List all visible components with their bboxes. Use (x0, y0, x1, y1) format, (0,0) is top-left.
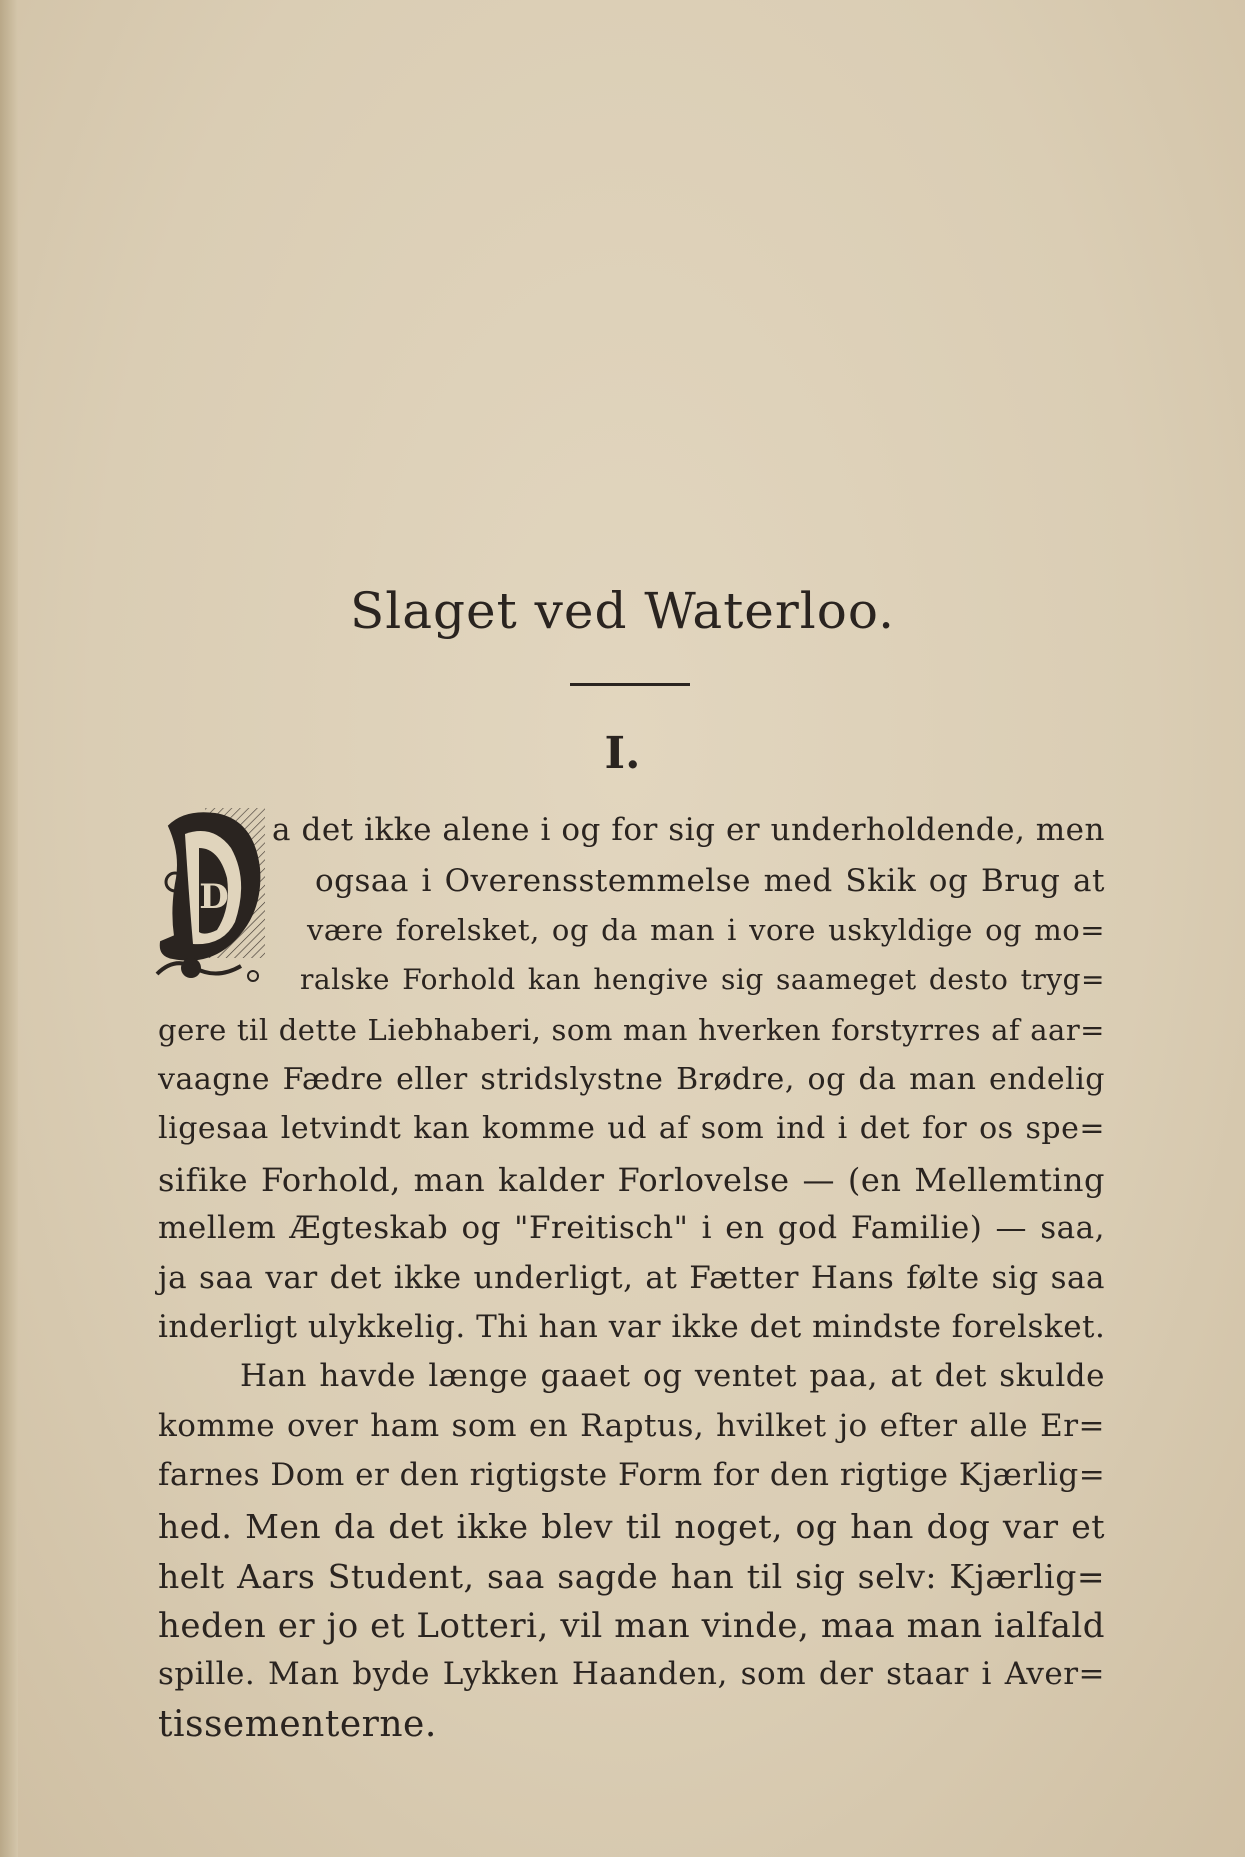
text-line: tissementerne. (158, 1704, 437, 1745)
text-line: ralske Forhold kan hengive sig saameget desto tryg= (300, 963, 1105, 996)
svg-text:D: D (199, 877, 229, 917)
text-line: helt Aars Student, saa sagde han til sig selv: Kjærlig= (158, 1557, 1105, 1596)
text-line: inderligt ulykkelig. Thi han var ikke det mindste forelsket. (158, 1309, 1106, 1345)
story-title: Slaget ved Waterloo. (349, 582, 896, 640)
title-rule (570, 683, 690, 686)
ornamental-drop-cap (155, 808, 273, 988)
text-line: ja saa var det ikke underligt, at Fætter Hans følte sig saa (158, 1260, 1105, 1296)
text-line: sifike Forhold, man kalder Forlovelse — (en Mellemting (158, 1161, 1105, 1199)
page-gutter (0, 0, 18, 1857)
text-line: spille. Man byde Lykken Haanden, som der staar i Aver= (158, 1656, 1105, 1692)
text-line: vaagne Fædre eller stridslystne Brødre, og da man endelig (158, 1062, 1105, 1097)
text-line: mellem Ægteskab og "Freitisch" i en god Familie) — saa, (158, 1210, 1105, 1246)
text-line: heden er jo et Lotteri, vil man vinde, maa man ialfald (158, 1606, 1105, 1646)
text-line: Han havde længe gaaet og ventet paa, at det skulde (240, 1358, 1105, 1394)
text-line: være forelsket, og da man i vore uskyldige og mo= (307, 913, 1105, 947)
text-line: ligesaa letvindt kan komme ud af som ind i det for os spe= (158, 1111, 1105, 1146)
text-line: ogsaa i Overensstemmelse med Skik og Brug at (315, 863, 1105, 899)
text-line: hed. Men da det ikke blev til noget, og han dog var et (158, 1507, 1105, 1546)
text-line: gere til dette Liebhaberi, som man hverken forstyrres af aar= (158, 1013, 1105, 1047)
text-line: komme over ham som en Raptus, hvilket jo efter alle Er= (158, 1408, 1105, 1444)
text-line: a det ikke alene i og for sig er underholdende, men (272, 812, 1105, 848)
chapter-number: I. (604, 728, 641, 779)
text-line: farnes Dom er den rigtigste Form for den rigtige Kjærlig= (158, 1457, 1106, 1493)
